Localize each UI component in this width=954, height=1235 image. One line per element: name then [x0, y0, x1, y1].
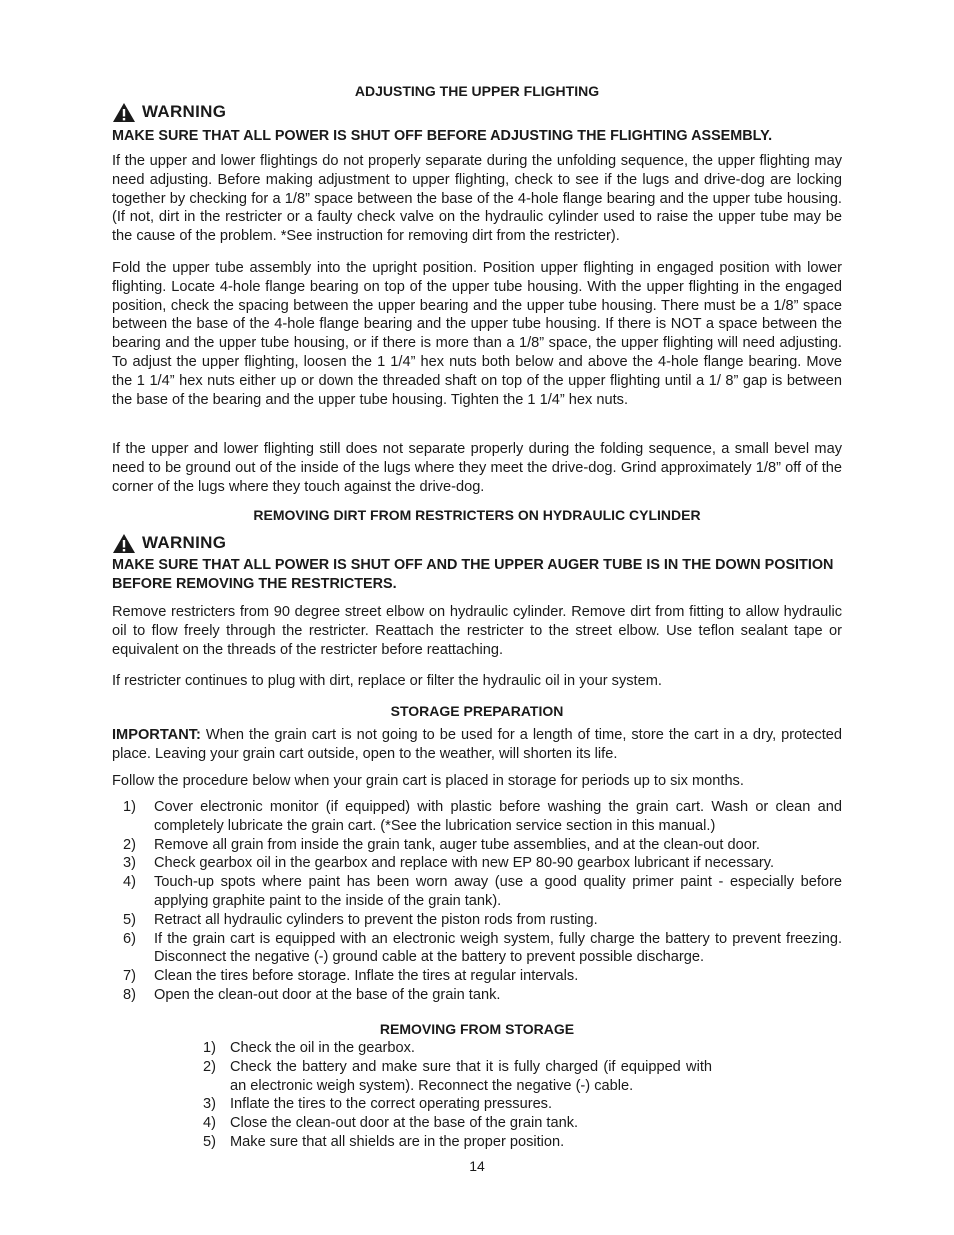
list-item-text: Check gearbox oil in the gearbox and replace with new EP 80-90 gearbox lubricant if necessary. [154, 855, 775, 872]
list-item [112, 1114, 712, 1133]
list-item-number: 3) [203, 1096, 216, 1113]
section-heading-storage-preparation: STORAGE PREPARATION [390, 703, 564, 719]
list-item-text: Touch-up spots where paint has been worn away (use a good quality primer paint - especially before applying graphite paint to the inside of the grain tank). [154, 874, 842, 909]
list-item [12, 911, 842, 930]
warning-triangle-icon [112, 102, 136, 123]
list-item [112, 1039, 712, 1058]
paragraph: Follow the procedure below when your grain cart is placed in storage for periods up to six months. [112, 773, 744, 789]
list-item [12, 798, 842, 836]
list-item [12, 854, 842, 873]
warning-text: MAKE SURE THAT ALL POWER IS SHUT OFF BEFORE ADJUSTING THE FLIGHTING ASSEMBLY. [112, 128, 773, 144]
warning-triangle-icon [112, 533, 136, 554]
list-item-number: 5) [203, 1133, 216, 1150]
section-heading-removing-from-storage: REMOVING FROM STORAGE [379, 1021, 575, 1037]
list-item-text: Make sure that all shields are in the proper position. [230, 1133, 565, 1150]
paragraph: Remove restricters from 90 degree street elbow on hydraulic cylinder. Remove dirt from fitting to allow hydraulic oil to flow freely through the restricter. Reattach the restricter to the street elbow. Use teflon sealant tape or equivalent on the threads of the restricter before reattaching. [112, 604, 842, 658]
section-heading-adjusting-upper-flighting: ADJUSTING THE UPPER FLIGHTING [354, 83, 600, 99]
list-item-number: 5) [123, 911, 136, 928]
important-paragraph [112, 726, 842, 764]
warning-banner [112, 532, 226, 554]
warning-text: MAKE SURE THAT ALL POWER IS SHUT OFF AND THE UPPER AUGER TUBE IS IN THE DOWN POSITION BEFORE REMOVING THE RESTRICTERS. [112, 557, 834, 592]
list-item-text: Check the oil in the gearbox. [230, 1040, 415, 1056]
list-item [12, 967, 842, 986]
list-item [12, 986, 842, 1005]
list-item [12, 873, 842, 911]
warning-banner [112, 101, 226, 123]
list-item-text: Retract all hydraulic cylinders to prevent the piston rods from rusting. [154, 911, 598, 928]
paragraph: If restricter continues to plug with dirt, replace or filter the hydraulic oil in your system. [112, 673, 662, 689]
important-text: When the grain cart is not going to be used for a length of time, store the cart in a dry, protected place. Leaving your grain cart outside, open to the weather, will shorten its life. [112, 727, 842, 762]
page-number: 14 [469, 1158, 485, 1174]
list-item-text: Clean the tires before storage. Inflate the tires at regular intervals. [154, 968, 579, 985]
list-item [112, 1058, 712, 1096]
list-item [12, 930, 842, 968]
list-item-number: 7) [123, 968, 136, 985]
list-item [112, 1095, 712, 1114]
list-item-text: Open the clean-out door at the base of the grain tank. [154, 986, 501, 1003]
list-item [12, 836, 842, 855]
section-heading-removing-dirt: REMOVING DIRT FROM RESTRICTERS ON HYDRAULIC CYLINDER [253, 507, 701, 523]
removing-from-storage-list [112, 1039, 712, 1152]
list-item-number: 8) [123, 986, 136, 1003]
list-item-number: 2) [203, 1058, 216, 1075]
list-item-number: 3) [123, 855, 136, 872]
list-item-text: Remove all grain from inside the grain tank, auger tube assemblies, and at the clean-out door. [154, 836, 760, 853]
list-item-text: Cover electronic monitor (if equipped) with plastic before washing the grain cart. Wash or clean and completely lubricate the grain cart. (*See the lubrication service section in this manual.) [154, 799, 842, 834]
list-item-text: If the grain cart is equipped with an electronic weigh system, fully charge the battery to prevent freezing. Disconnect the negative (-) ground cable at the battery to prevent possible discharge. [154, 930, 842, 966]
paragraph: If the upper and lower flighting still does not separate properly during the folding sequence, a small bevel may need to be ground out of the inside of the lugs where they meet the drive-dog. Grind approximately 1/8” off of the corner of the lugs where they touch against the drive-dog. [112, 441, 842, 495]
list-item-number: 1) [123, 799, 136, 815]
list-item [112, 1133, 712, 1152]
list-item-number: 4) [203, 1115, 216, 1132]
paragraph: Fold the upper tube assembly into the upright position. Position upper flighting in engaged position with lower flighting. Locate 4-hole flange bearing on top of the upper tube housing. With the upper flighting in the engaged position, check the spacing between the upper bearing and the upper tube housing. There must be a 1/8” space between the base of the 4-hole flange bearing and the upper tube housing. If there is NOT a space between the bearing and the upper tube housing, or if there is more than a 1/8” space, the upper flighting will need adjusting. To adjust the upper flighting, loosen the 1 1/4” hex nuts both below and above the 4-hole flange bearing. Move the 1 1/4” hex nuts either up or down the threaded shaft on top of the upper flighting until a 1/ 8” gap is between the base of the bearing and the upper tube housing. Tighten the 1 1/4” hex nuts. [112, 260, 842, 408]
list-item-number: 4) [123, 874, 136, 891]
warning-label: WARNING [142, 102, 227, 121]
list-item-number: 1) [203, 1040, 216, 1056]
list-item-number: 6) [123, 930, 136, 947]
list-item-number: 2) [123, 836, 136, 853]
storage-preparation-list [12, 798, 842, 1005]
list-item-text: Inflate the tires to the correct operating pressures. [230, 1096, 553, 1113]
warning-label: WARNING [142, 533, 227, 552]
important-label: IMPORTANT: [112, 727, 201, 743]
paragraph: If the upper and lower flightings do not properly separate during the unfolding sequence, the upper flighting may need adjusting. Before making adjustment to upper flighting, check to see if the lugs and drive-dog are locking together by checking for a 1/8” space between the base of the 4-hole flange bearing and the upper tube housing. (If not, dirt in the restricter or a faulty check valve on the hydraulic cylinder used to raise the upper tube may be the cause of the problem. *See instruction for removing dirt from the restricter). [112, 153, 842, 245]
list-item-text: Close the clean-out door at the base of the grain tank. [230, 1115, 579, 1132]
list-item-text: Check the battery and make sure that it is fully charged (if equipped with an electronic weigh system). Reconnect the negative (-) cable. [230, 1058, 712, 1094]
